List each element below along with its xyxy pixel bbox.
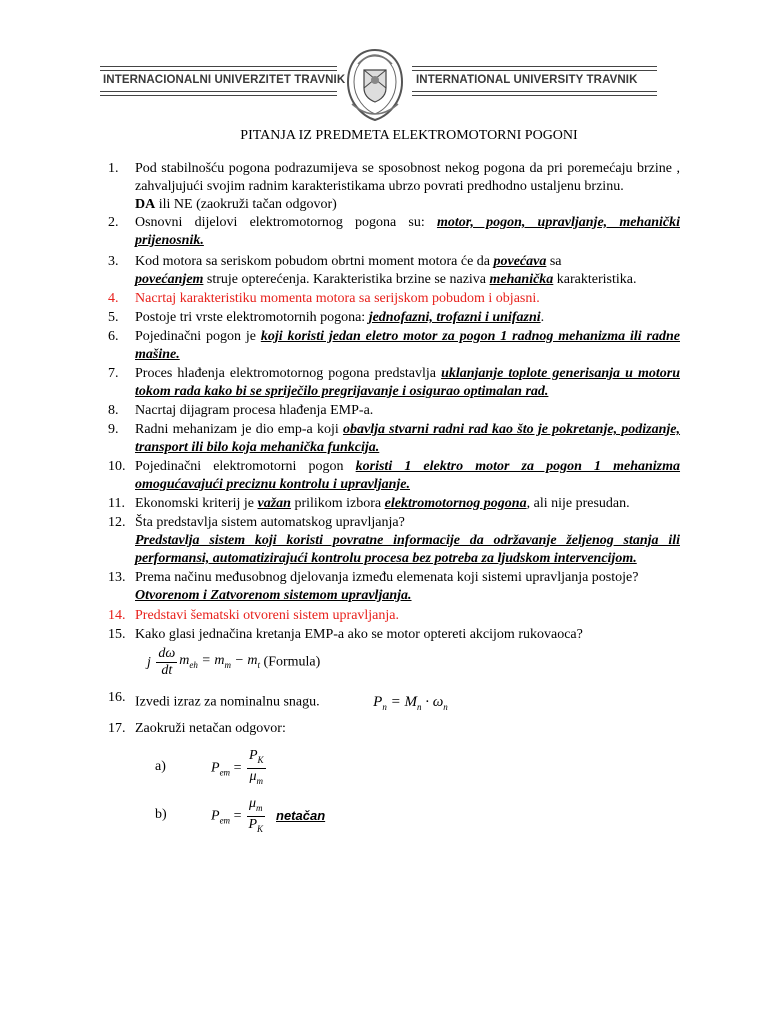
question-4: 4. Nacrtaj karakteristiku momenta motora sa serijskom pobudom i objasni. [108,291,540,306]
header-left-text: INTERNACIONALNI UNIVERZITET TRAVNIK [103,74,346,86]
answer: mehanička [489,272,554,287]
question-14: 14. Predstavi šematski otvoreni sistem upravljanja. [108,608,400,623]
answer: povećanjem [135,272,204,287]
question-text: Nacrtaj karakteristiku momenta motora sa serijskom pobudom i objasni. [135,291,540,306]
question-2: 2. Osnovni dijelovi elektromotornog pogona su: motor, pogon, upravljanje, mehanički prijenosnik. [108,215,680,248]
header-rule-right-bottom [412,91,657,105]
question-12: 12. Šta predstavlja sistem automatskog upravljanja? Predstavlja sistem koji koristi povratne informacije da održavanje željenog stanja ili performansi, automatizirajući kontrolu procesa bez potreba za ljudskom intervencijom. [108,515,680,566]
answer-netacan: netačan [276,808,326,824]
answer: važan [257,496,291,511]
question-7: 7. Proces hlađenja elektromotornog pogona predstavlja uklanjanje toplote generisanja u motoru tokom rada kako bi se spriječilo pregrijavanje i osigurao optimalan rad. [108,366,680,399]
option-b: b) $P_{em}$ = $\frac{\mu_m}{P_K}$ netačan [155,796,326,834]
question-11: 11. Ekonomski kriterij je važan prilikom izbora elektromotornog pogona, ali nije presudan. [108,496,630,511]
answer: Otvorenom i Zatvorenom sistemom upravljanja. [135,588,412,603]
answer: koristi 1 elektro motor za pogon 1 mehanizma omogućavajući preciznu kontrolu i upravljanje. [135,459,681,492]
header-right-text: INTERNATIONAL UNIVERSITY TRAVNIK [416,74,638,86]
question-8: 8. Nacrtaj dijagram procesa hlađenja EMP-a. [108,403,374,418]
answer-da: DA [135,197,156,212]
question-15: 15. Kako glasi jednačina kretanja EMP-a ako se motor optereti akcijom rukovaoca? j $\frac{d\omega}{dt}$ $m_{eh} = m_m - m_t$ (Formula) [108,626,680,686]
answer: povećava [493,254,547,269]
answer: elektromotornog pogona [384,496,527,511]
motion-equation: j $\frac{d\omega}{dt}$ $m_{eh} = m_m - m_t$ (Formula) [147,646,321,678]
question-10: 10. Pojedinačni elektromotorni pogon koristi 1 elektro motor za pogon 1 mehanizma omogućavajući preciznu kontrolu i upravljanje. [108,459,681,492]
answer: koji koristi jedan eletro motor za pogon 1 radnog mehanizma ili radne mašine. [135,329,680,362]
answer: Predstavlja sistem koji koristi povratne informacije da održavanje željenog stanja ili performansi, automatizirajući kontrolu procesa bez potreba za ljudskom intervencijom. [135,533,680,566]
nominal-power-formula: $P_n = M_n \cdot \omega_n$ [373,694,448,712]
header-rule-left-bottom [100,91,337,105]
question-16: 16. Izvedi izraz za nominalnu snagu. $P_n = M_n \cdot \omega_n$ [108,689,680,716]
question-13: 13. Prema načinu međusobnog djelovanja između elemenata koji sistemi upravljanja postoje? Otvorenom i Zatvorenom sistemom upravljanja. [108,570,639,603]
answer: motor, pogon, upravljanje, mehanički prijenosnik. [135,215,680,248]
answer: uklanjanje toplote generisanja u motoru tokom rada kako bi se spriječilo pregrijavanje i osigurao optimalan rad. [135,366,680,399]
question-text: Osnovni dijelovi elektromotornog pogona su: [135,215,437,230]
answer: jednofazni, trofazni i unifazni [368,310,541,325]
question-6: 6. Pojedinačni pogon je koji koristi jedan eletro motor za pogon 1 radnog mehanizma ili radne mašine. [108,329,680,362]
answer: obavlja stvarni radni rad kao što je pokretanje, podizanje, transport ili bilo koja mehanička funkcija. [135,422,681,455]
question-list [108,160,680,838]
question-9: 9. Radni mehanizam je dio emp-a koji obavlja stvarni radni rad kao što je pokretanje, podizanje, transport ili bilo koja mehanička funkcija. [108,422,681,455]
university-crest-icon [340,44,410,124]
question-17: 17. Zaokruži netačan odgovor: a) $P_{em}$ = $\frac{P_K}{\mu_m}$ b) $P_{em}$ = $\frac{\mu_m}{P_K}$ netačan [108,720,680,838]
question-3: 3. Kod motora sa seriskom pobudom obrtni moment motora će da povećava sa povećanjem struje opterećenja. Karakteristika brzine se naziva mehanička karakteristika. [108,254,637,287]
option-a: a) $P_{em}$ = $\frac{P_K}{\mu_m}$ [155,748,264,786]
page-title: PITANJA IZ PREDMETA ELEKTROMOTORNI POGONI [240,128,578,143]
question-5: 5. Postoje tri vrste elektromotornih pogona: jednofazni, trofazni i unifazni. [108,310,545,325]
question-text: Pod stabilnošću pogona podrazumijeva se sposobnost nekog pogona da pri poremećaju brzine , zahvaljujući svojim radnim karakteristikama ubrzo povrati predhodno ustaljenu brzinu. [135,161,680,194]
question-1: 1. Pod stabilnošću pogona podrazumijeva se sposobnost nekog pogona da pri poremećaju brzine , zahvaljujući svojim radnim karakteristikama ubrzo povrati predhodno ustaljenu brzinu. DA ili NE (zaokruži tačan odgovor) [108,161,680,212]
